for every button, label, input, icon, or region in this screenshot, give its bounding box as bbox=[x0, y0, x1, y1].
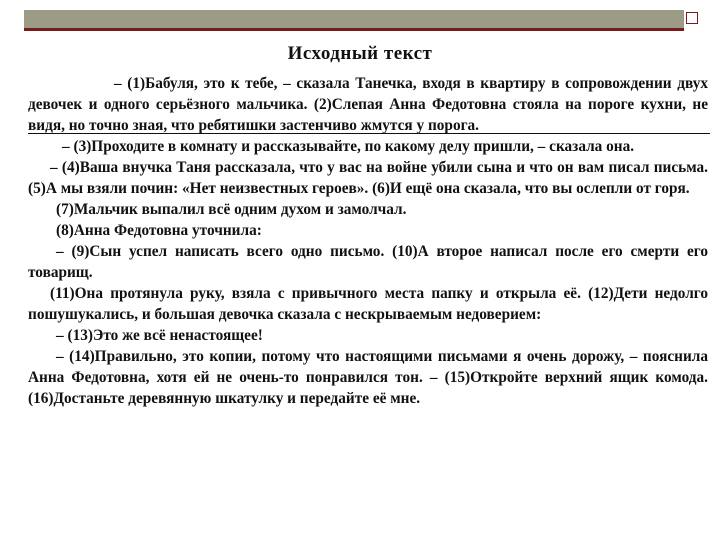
bullet-square-icon bbox=[686, 12, 698, 24]
source-text bbox=[28, 73, 708, 409]
paragraph-6: – (9)Сын успел написать всего одно письмо. (10)А второе написал после его смерти его товарищ. bbox=[28, 243, 708, 281]
paragraph-7: (11)Она протянула руку, взяла с привычного места папку и открыла её. (12)Дети недолго пошушукались, и большая девочка сказала с нескрываемым недоверием: bbox=[28, 285, 708, 323]
paragraph-1: – (1)Бабуля, это к тебе, – сказала Танечка, входя в квартиру в сопровождении двух девочек и одного серьёзного мальчика. (2)Слепая Анна Федотовна стояла на пороге кухни, не видя, но точно зная, что ребятишки застенчиво жмутся у порога. bbox=[28, 75, 708, 134]
paragraph-9: – (14)Правильно, это копии, потому что настоящими письмами я очень дорожу, – пояснила Анна Федотовна, хотя ей не очень-то понравился тон. – (15)Откройте верхний ящик комода. (16)Достаньте деревянную шкатулку и передайте её мне. bbox=[28, 348, 708, 407]
paragraph-8: – (13)Это же всё ненастоящее! bbox=[56, 327, 263, 344]
paragraph-5: (8)Анна Федотовна уточнила: bbox=[56, 222, 262, 239]
slide-title: Исходный текст bbox=[287, 43, 433, 64]
paragraph-3: – (4)Ваша внучка Таня рассказала, что у вас на войне убили сына и что он вам писал письма. (5)А мы взяли почин: «Нет неизвестных героев». (6)И ещё она сказала, что вы ослепли от горя. bbox=[28, 159, 708, 197]
header-rule bbox=[24, 28, 684, 31]
header-band bbox=[24, 10, 684, 28]
paragraph-4: (7)Мальчик выпалил всё одним духом и замолчал. bbox=[56, 201, 407, 218]
paragraph-2: – (3)Проходите в комнату и рассказывайте, по какому делу пришли, – сказала она. bbox=[62, 138, 635, 155]
